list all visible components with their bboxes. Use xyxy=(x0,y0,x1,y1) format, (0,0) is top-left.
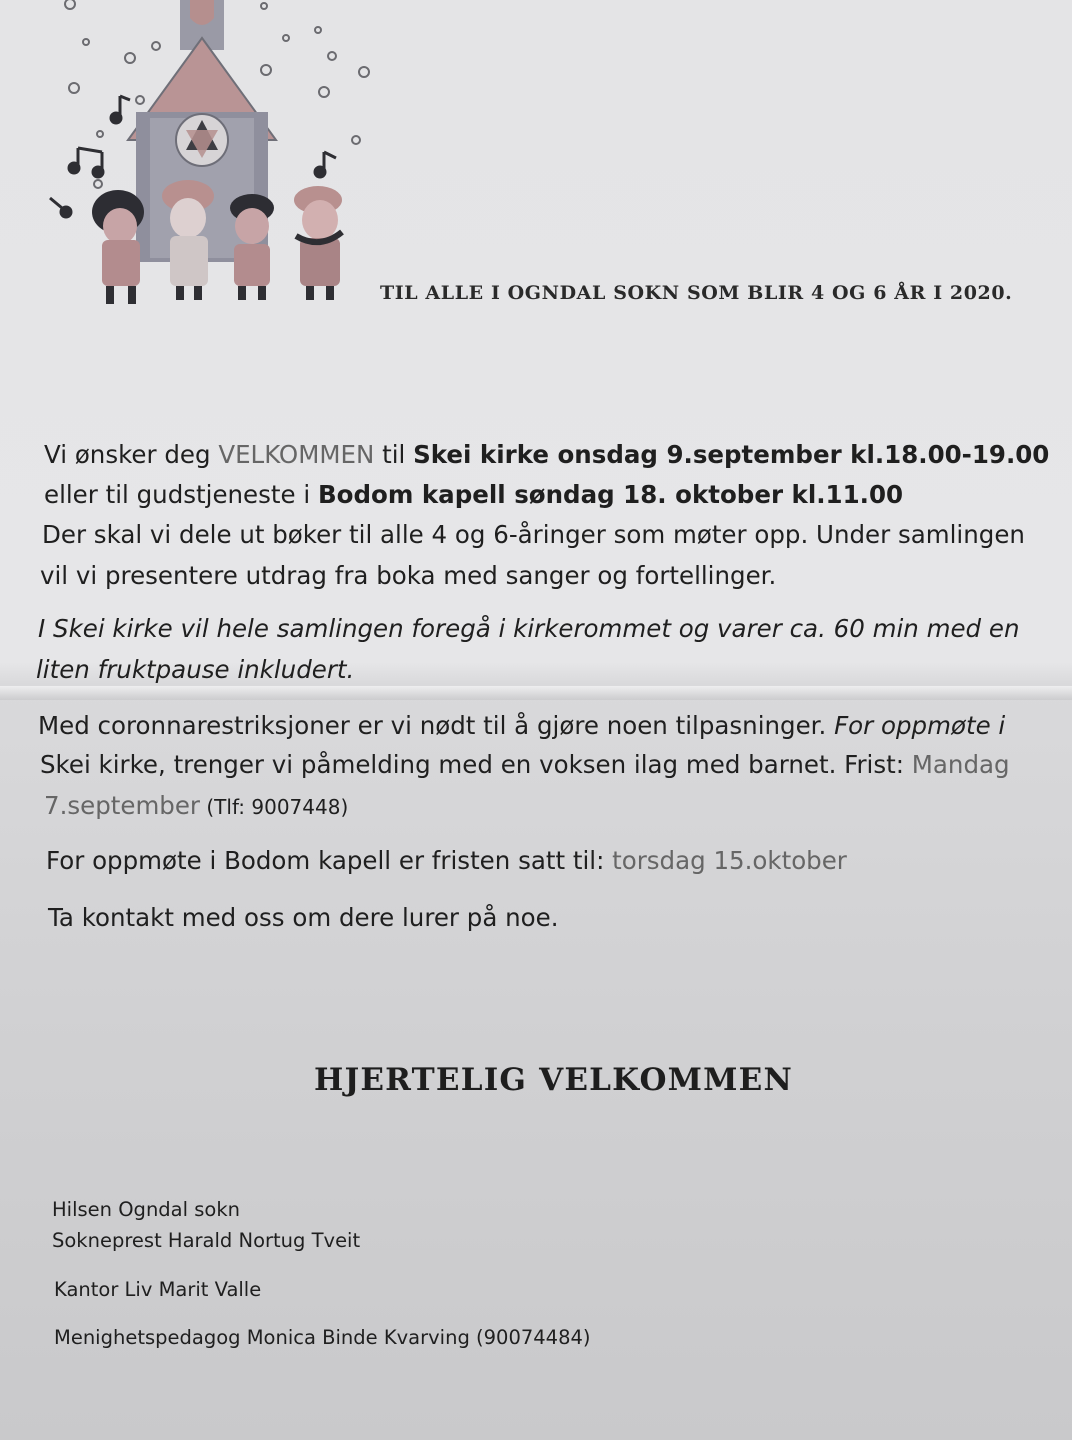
corona-line-1-b: For oppmøte i xyxy=(826,711,1006,740)
corona-line-3 xyxy=(44,791,348,820)
intro-line-4: vil vi presentere utdrag fra boka med sanger og fortellinger. xyxy=(40,561,777,590)
bodom-event-date: Bodom kapell søndag 18. oktober kl.11.00 xyxy=(317,480,904,509)
intro-line-1 xyxy=(44,440,1049,469)
heading: TIL ALLE I OGNDAL SOKN SOM BLIR 4 OG 6 ÅR I 2020. xyxy=(380,282,1013,304)
intro-line-3: Der skal vi dele ut bøker til alle 4 og 6-åringer som møter opp. Under samlingen xyxy=(42,520,1025,549)
skei-deadline-date: 7.september xyxy=(44,791,201,820)
closing-greeting: HJERTELIG VELKOMMEN xyxy=(314,1062,794,1098)
skei-event-date: Skei kirke onsdag 9.september kl.18.00-19.00 xyxy=(413,440,1050,469)
bodom-deadline-line xyxy=(46,846,847,875)
skei-line-2: liten fruktpause inkludert. xyxy=(36,655,355,684)
intro-line-2-a: eller til gudstjeneste i xyxy=(44,480,318,509)
bodom-deadline-date: torsdag 15.oktober xyxy=(612,846,847,875)
corona-line-1 xyxy=(38,711,1005,740)
paper-fold xyxy=(0,686,1072,700)
corona-line-2-a: Skei kirke, trenger vi påmelding med en voksen ilag med barnet. Frist: xyxy=(40,750,912,779)
skei-deadline-day: Mandag xyxy=(911,750,1010,779)
skei-phone: (Tlf: 9007448) xyxy=(200,795,349,819)
bodom-deadline-text: For oppmøte i Bodom kapell er fristen satt til: xyxy=(46,846,613,875)
contact-line: Ta kontakt med oss om dere lurer på noe. xyxy=(48,903,559,932)
signature-priest: Sokneprest Harald Nortug Tveit xyxy=(52,1229,361,1252)
signature-educator: Menighetspedagog Monica Binde Kvarving (90074484) xyxy=(54,1326,591,1349)
welcome-highlight: VELKOMMEN xyxy=(218,440,375,469)
intro-line-1-a: Vi ønsker deg xyxy=(44,440,219,469)
intro-line-2 xyxy=(44,480,903,509)
corona-line-1-a: Med coronnarestriksjoner er vi nødt til å gjøre noen tilpasninger. xyxy=(38,711,827,740)
intro-line-1-b: til xyxy=(374,440,414,469)
signature-greeting: Hilsen Ogndal sokn xyxy=(52,1198,240,1221)
signature-cantor: Kantor Liv Marit Valle xyxy=(54,1278,262,1301)
corona-line-2 xyxy=(40,750,1010,779)
church-choir-illustration-icon xyxy=(40,0,380,315)
skei-line-1: I Skei kirke vil hele samlingen foregå i kirkerommet og varer ca. 60 min med en xyxy=(38,614,1020,643)
